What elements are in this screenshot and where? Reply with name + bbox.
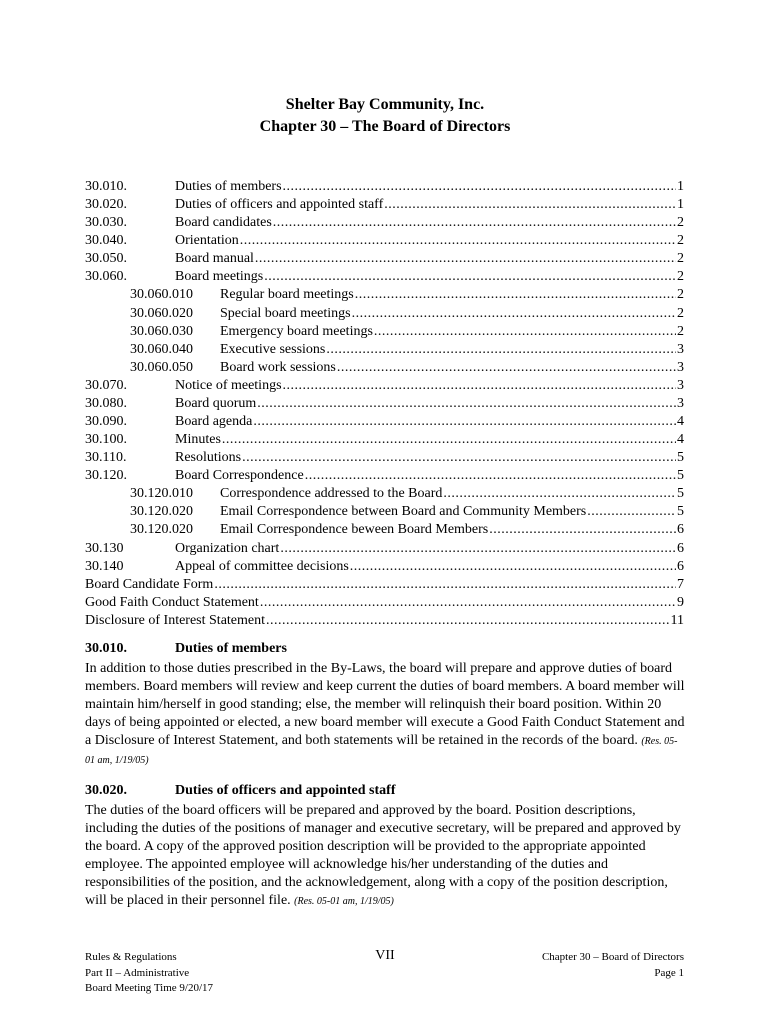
toc-dot-leader [280, 540, 676, 558]
toc-entry[interactable] [85, 449, 684, 467]
toc-dot-leader [255, 250, 676, 268]
section-text: The duties of the board officers will be prepared and approved by the board. Position descriptions, including the duties of the positions of manager and executive secretary, will be prepared and approved by the board. A copy of the approved position description will be provided to the appropriate appointed employee. The appointed employee will acknowledge his/her understanding of the duties and responsibilities of the position, and the acknowledgement, along with a copy of the position description, will be placed in their personnel file. [85, 803, 681, 908]
toc-entry-title: Resolutions [175, 450, 242, 466]
toc-dot-leader [489, 521, 676, 539]
toc-entry-number: 30.100. [85, 432, 127, 448]
toc-dot-leader [374, 323, 676, 341]
toc-dot-leader [326, 341, 676, 359]
toc-entry-page: 3 [677, 395, 684, 411]
toc-entry-title: Email Correspondence beween Board Members [220, 522, 489, 538]
toc-entry-number: 30.110. [85, 450, 127, 466]
toc-dot-leader [242, 449, 676, 467]
toc-entry-title: Emergency board meetings [220, 323, 373, 339]
footer-center: VII [375, 948, 395, 963]
toc-dot-leader [352, 305, 676, 323]
toc-entry-page: 2 [677, 269, 684, 285]
toc-entry[interactable] [85, 250, 684, 268]
toc-entry-page: 3 [677, 341, 684, 357]
toc-entry-number: 30.120.020 [130, 522, 193, 538]
toc-entry[interactable] [85, 431, 684, 449]
toc-dot-leader [443, 485, 676, 503]
toc-dot-leader [222, 431, 676, 449]
footer-page-number: Page 1 [654, 966, 684, 979]
toc-entry-number: 30.040. [85, 233, 127, 249]
toc-entry[interactable] [85, 305, 684, 323]
toc-dot-leader [253, 413, 676, 431]
toc-entry-number: 30.080. [85, 395, 127, 411]
toc-entry-title: Regular board meetings [220, 287, 354, 303]
toc-dot-leader [214, 576, 676, 594]
toc-dot-leader [264, 268, 676, 286]
toc-entry-number: 30.140 [85, 558, 124, 574]
citation: (Res. 05-01 am, 1/19/05) [294, 896, 394, 907]
toc-entry-number: 30.060.050 [130, 359, 193, 375]
toc-entry-title: Notice of meetings [175, 377, 282, 393]
toc-entry[interactable] [85, 467, 684, 485]
toc-entry-page: 5 [677, 486, 684, 502]
toc-entry-number: 30.050. [85, 251, 127, 267]
chapter-title: Chapter 30 – The Board of Directors [259, 118, 511, 135]
table-of-contents [85, 178, 684, 630]
toc-entry-title: Organization chart [175, 540, 280, 556]
toc-entry-title: Board quorum [175, 395, 257, 411]
toc-entry[interactable] [85, 540, 684, 558]
toc-entry[interactable] [85, 341, 684, 359]
toc-dot-leader [587, 503, 676, 521]
toc-dot-leader [273, 214, 676, 232]
section-title: Duties of officers and appointed staff [175, 783, 396, 798]
section-heading [85, 782, 685, 800]
toc-entry-page: 2 [677, 215, 684, 231]
toc-dot-leader [350, 558, 676, 576]
toc-entry[interactable] [85, 485, 684, 503]
toc-entry-title: Minutes [175, 432, 221, 448]
toc-dot-leader [240, 232, 676, 250]
section-number: 30.020. [85, 783, 127, 798]
toc-entry-title: Board Correspondence [175, 468, 304, 484]
section-30-010 [85, 640, 685, 770]
toc-entry-page: 5 [677, 450, 684, 466]
toc-dot-leader [337, 359, 676, 377]
section-body [85, 660, 685, 770]
toc-entry-number: 30.070. [85, 377, 127, 393]
toc-entry[interactable] [85, 594, 684, 612]
citation: (Res. 05-01 am, 1/19/05) [85, 736, 678, 766]
toc-entry-number: 30.060.030 [130, 323, 193, 339]
toc-entry-number: 30.060.010 [130, 287, 193, 303]
toc-entry-title: Board work sessions [220, 359, 336, 375]
toc-dot-leader [260, 594, 676, 612]
footer-line: Part II – Administrative [85, 966, 190, 979]
toc-entry-page: 2 [677, 305, 684, 321]
toc-entry[interactable] [85, 612, 684, 630]
section-body [85, 802, 685, 911]
footer-line: Chapter 30 – Board of Directors [541, 951, 684, 963]
toc-entry-page: 4 [677, 432, 684, 448]
toc-entry-page: 6 [677, 522, 684, 538]
toc-entry-title: Duties of members [175, 179, 282, 194]
toc-entry-title: Board agenda [175, 414, 253, 430]
toc-entry-page: 6 [677, 540, 684, 556]
toc-entry-page: 3 [677, 377, 684, 393]
toc-entry-title: Good Faith Conduct Statement [85, 594, 259, 610]
toc-entry-title: Board candidates [175, 215, 272, 231]
toc-entry-title: Correspondence addressed to the Board [220, 486, 443, 502]
toc-dot-leader [384, 196, 676, 214]
toc-entry-page: 6 [677, 558, 684, 574]
toc-entry[interactable] [85, 395, 684, 413]
toc-entry-page: 2 [677, 233, 684, 249]
organization-title: Shelter Bay Community, Inc. [285, 96, 485, 113]
toc-entry-title: Board manual [175, 251, 254, 267]
toc-entry-number: 30.120.010 [130, 486, 193, 502]
toc-entry-number: 30.130 [85, 540, 124, 556]
toc-entry-title: Special board meetings [220, 305, 351, 321]
toc-entry-title: Duties of officers and appointed staff [175, 197, 384, 213]
toc-entry[interactable] [85, 558, 684, 576]
toc-entry-page: 2 [677, 323, 684, 339]
section-number: 30.010. [85, 641, 127, 656]
section-title: Duties of members [175, 641, 287, 656]
toc-entry-page: 5 [677, 468, 684, 484]
toc-dot-leader [283, 377, 676, 395]
toc-entry-title: Orientation [175, 233, 239, 249]
toc-entry[interactable] [85, 214, 684, 232]
toc-entry[interactable] [85, 359, 684, 377]
toc-entry[interactable] [85, 521, 684, 539]
toc-entry[interactable] [85, 178, 684, 196]
toc-entry-number: 30.020. [85, 197, 127, 213]
section-30-020 [85, 782, 685, 911]
toc-entry-title: Email Correspondence between Board and Community Members [220, 504, 587, 520]
toc-entry-number: 30.030. [85, 215, 127, 231]
toc-entry-number: 30.060.040 [130, 341, 193, 357]
toc-dot-leader [355, 286, 676, 304]
toc-dot-leader [266, 612, 670, 630]
toc-entry-number: 30.090. [85, 414, 127, 430]
toc-entry-title: Disclosure of Interest Statement [85, 612, 266, 628]
toc-dot-leader [305, 467, 676, 485]
section-heading [85, 640, 685, 658]
toc-entry-page: 2 [677, 251, 684, 267]
footer-right [542, 950, 684, 981]
toc-entry-title: Appeal of committee decisions [175, 558, 349, 574]
toc-entry-page: 5 [677, 504, 684, 520]
toc-entry-number: 30.010. [85, 179, 127, 194]
toc-entry-number: 30.120. [85, 468, 127, 484]
toc-entry-page: 9 [677, 594, 684, 610]
toc-entry-page: 3 [677, 359, 684, 375]
section-text: In addition to those duties prescribed in the By-Laws, the board will prepare and approve duties of board members. Board members will review and keep current the duties of board members. A board member will maintain him/herself in good standing; else, the member will relinquish their board position. Within 20 days of being appointed or elected, a new board member will execute a Good Faith Conduct Statement and a Disclosure of Interest Statement, and both statements will be retained in the records of the board. [85, 661, 685, 748]
toc-entry[interactable] [85, 377, 684, 395]
footer-line: Rules & Regulations [85, 951, 177, 963]
toc-entry-page: 4 [677, 414, 684, 430]
toc-entry-title: Board Candidate Form [85, 576, 214, 592]
toc-dot-leader [257, 395, 676, 413]
toc-entry[interactable] [85, 503, 684, 521]
toc-entry[interactable] [85, 323, 684, 341]
toc-entry-title: Board meetings [175, 269, 264, 285]
toc-entry[interactable] [85, 576, 684, 594]
toc-entry[interactable] [85, 286, 684, 304]
toc-entry[interactable] [85, 268, 684, 286]
toc-dot-leader [283, 178, 676, 196]
toc-entry-title: Executive sessions [220, 341, 326, 357]
toc-entry-page: 11 [670, 612, 684, 628]
toc-entry[interactable] [85, 196, 684, 214]
toc-entry-page: 2 [677, 287, 684, 303]
toc-entry-page: 1 [677, 197, 684, 213]
toc-entry[interactable] [85, 232, 684, 250]
toc-entry[interactable] [85, 413, 684, 431]
toc-entry-page: 1 [677, 179, 684, 194]
footer-line: Board Meeting Time 9/20/17 [85, 982, 214, 994]
toc-entry-number: 30.060. [85, 269, 127, 285]
toc-entry-page: 7 [677, 576, 684, 592]
toc-entry-number: 30.060.020 [130, 305, 193, 321]
toc-entry-number: 30.120.020 [130, 504, 193, 520]
